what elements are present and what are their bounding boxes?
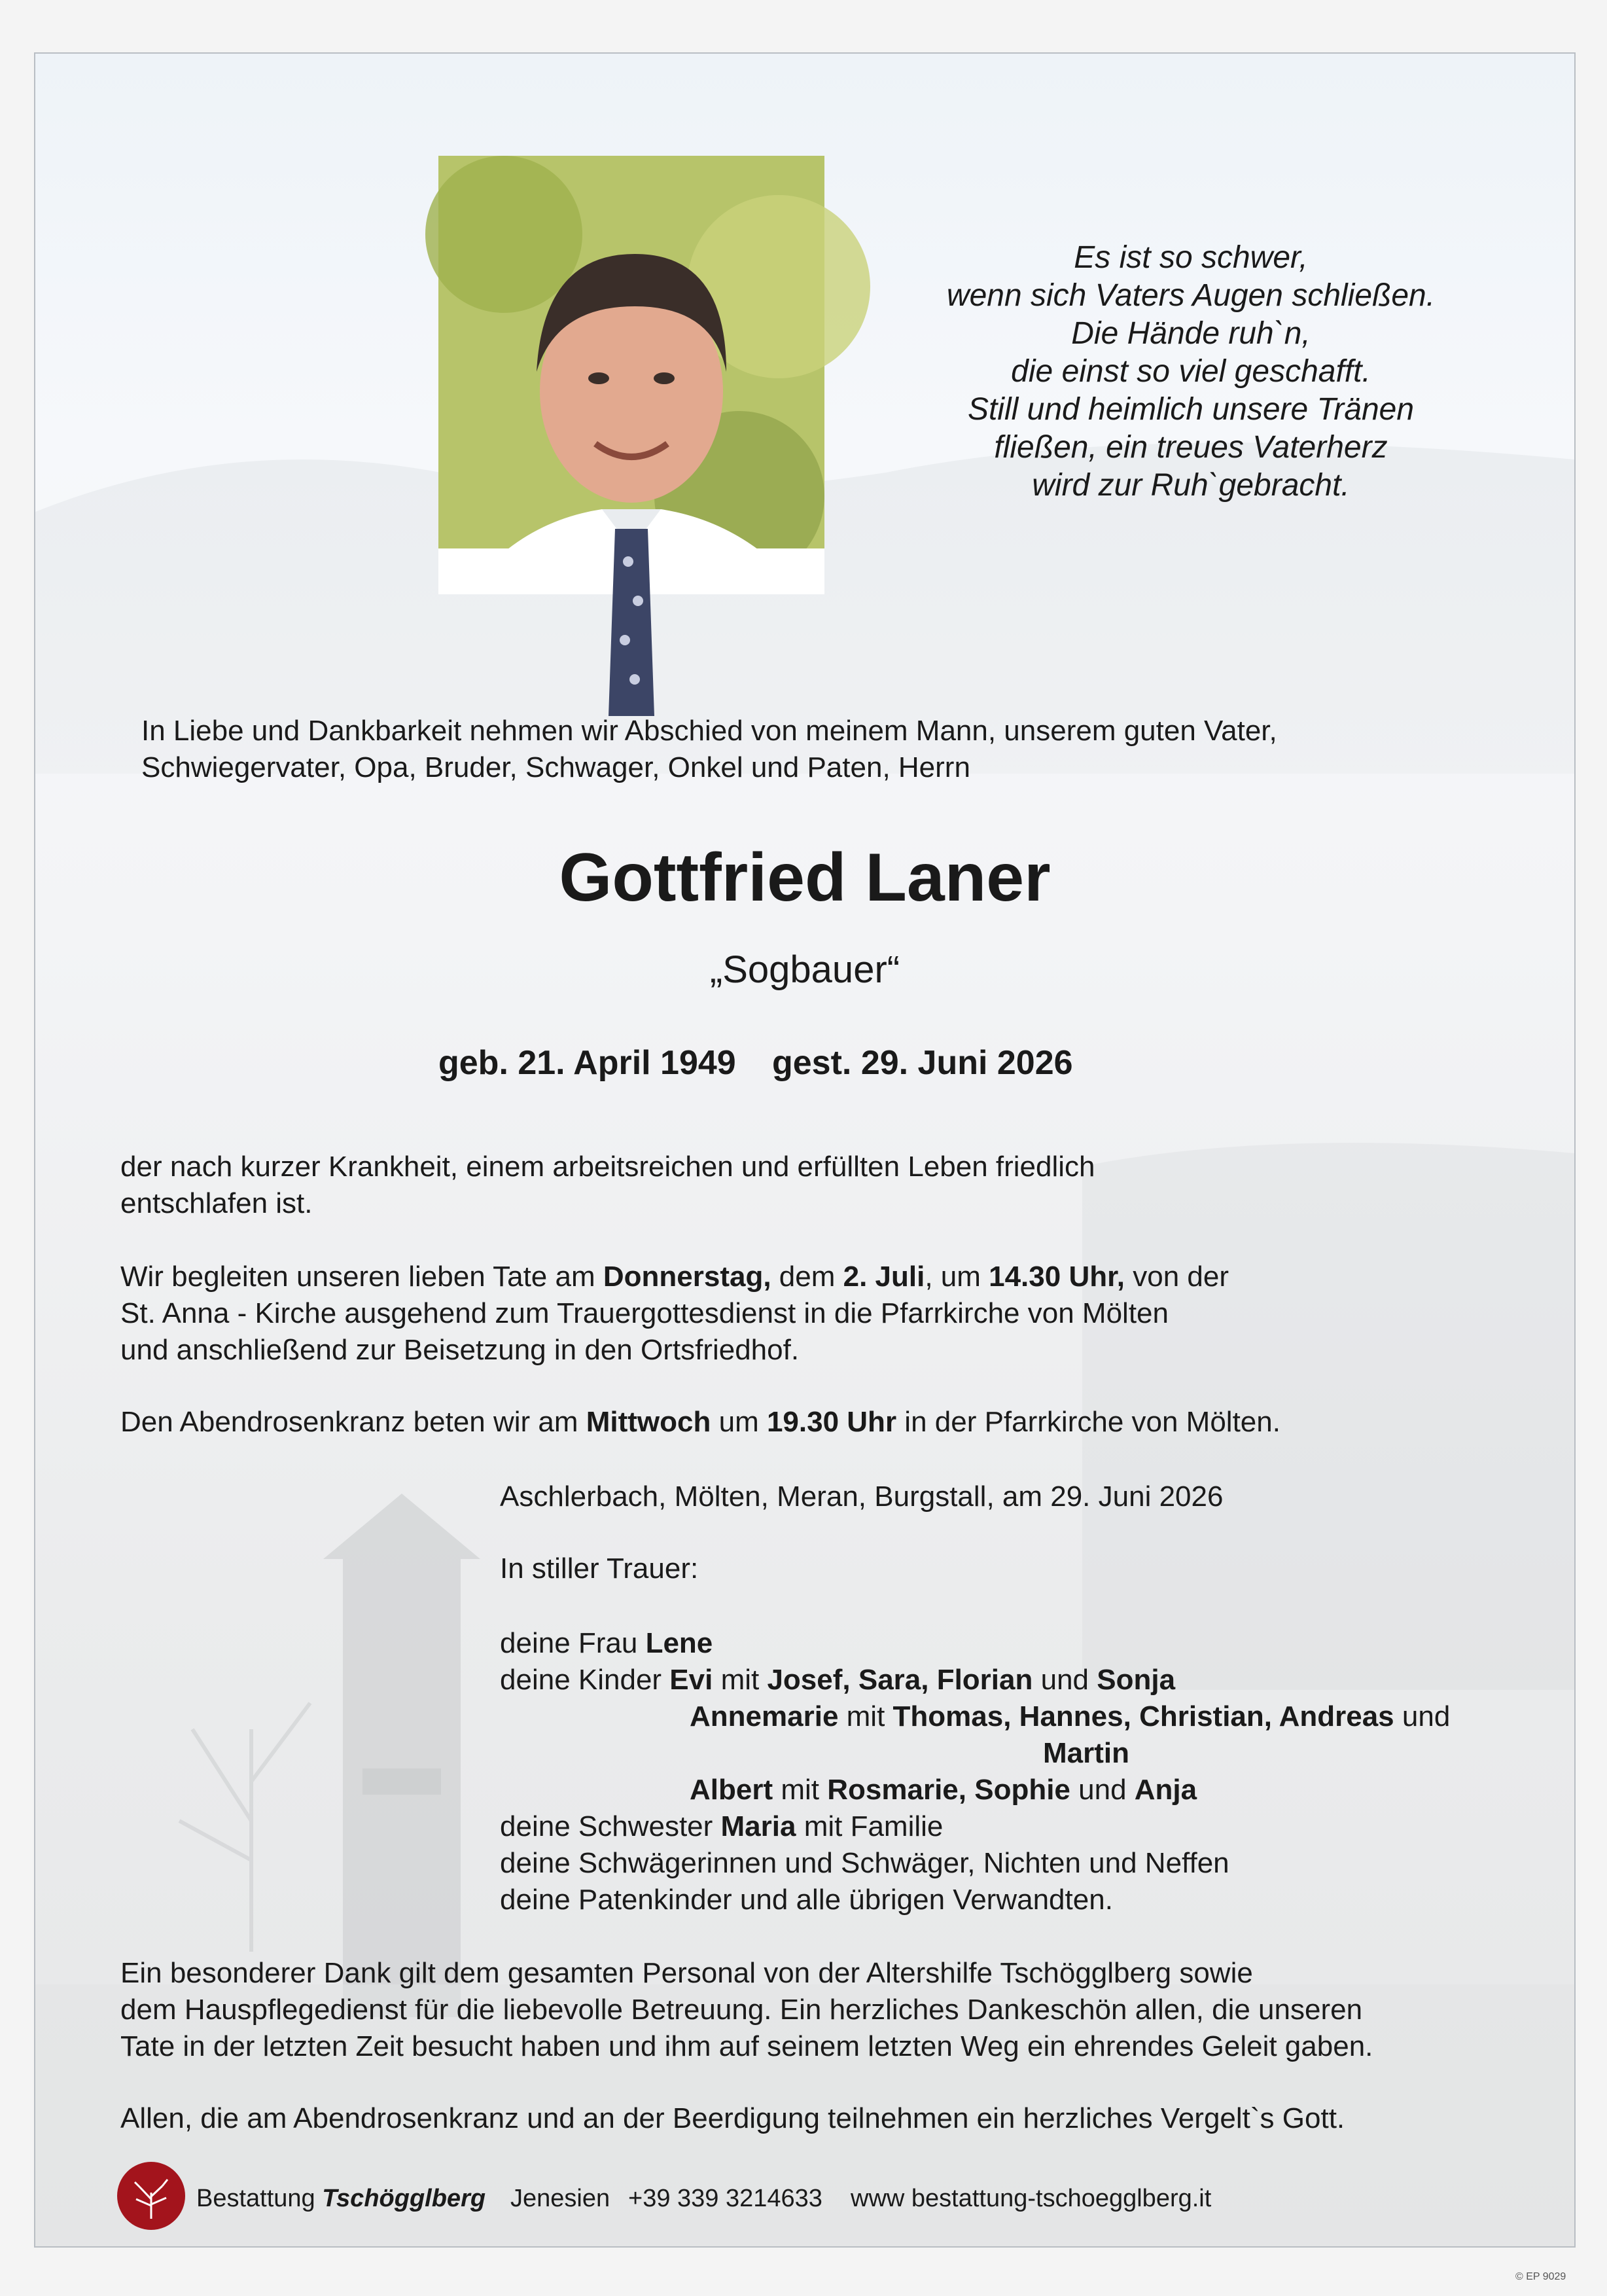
para2-line-1 xyxy=(120,1261,1229,1293)
para1-line-2: entschlafen ist. xyxy=(120,1187,313,1219)
deceased-name: Gottfried Laner xyxy=(559,840,1051,916)
mourner-text: deine Kinder xyxy=(500,1664,670,1696)
mourner-name: Annemarie xyxy=(690,1700,839,1732)
footer-code: © EP 9029 xyxy=(1515,2271,1566,2282)
footer-company xyxy=(196,2185,486,2213)
thanks-line-3: Tate in der letzten Zeit besucht haben und ihm auf seinem letzten Weg ein ehrendes Geleit gaben. xyxy=(120,2030,1373,2062)
para2-text: , um xyxy=(925,1261,989,1293)
mourner-wife xyxy=(500,1627,713,1660)
mourner-text: und xyxy=(1033,1664,1097,1696)
mourner-name: Albert xyxy=(690,1774,773,1806)
mourner-annemarie xyxy=(690,1700,1450,1733)
rosary-text: Den Abendrosenkranz beten wir am xyxy=(120,1406,586,1438)
verse-line-7: wird zur Ruh`gebracht. xyxy=(1032,468,1350,503)
mourner-name: Evi xyxy=(669,1664,713,1696)
mourner-name: Rosmarie, Sophie xyxy=(827,1774,1070,1806)
mourner-albert xyxy=(690,1774,1197,1806)
footer-city: Jenesien xyxy=(510,2185,610,2212)
footer-website: www bestattung-tschoegglberg.it xyxy=(851,2185,1212,2212)
footer-company-name: Tschögglberg xyxy=(322,2185,486,2212)
mourner-kids-evi xyxy=(500,1664,1175,1696)
mourner-inlaws: deine Schwägerinnen und Schwäger, Nichten und Neffen xyxy=(500,1847,1229,1879)
mourner-name: Thomas, Hannes, Christian, Andreas xyxy=(892,1700,1394,1732)
rosary-line xyxy=(120,1406,1280,1439)
funeral-time: 14.30 Uhr, xyxy=(989,1261,1125,1293)
mourner-name: Maria xyxy=(720,1810,796,1842)
para2-line-2: St. Anna - Kirche ausgehend zum Trauergottesdienst in die Pfarrkirche von Mölten xyxy=(120,1297,1169,1329)
mourner-text: deine Frau xyxy=(500,1627,646,1659)
deceased-nickname: „Sogbauer“ xyxy=(709,948,900,991)
mourner-text: deine Schwester xyxy=(500,1810,721,1842)
verse-line-3: Die Hände ruh`n, xyxy=(1071,316,1311,351)
mourner-text: und xyxy=(1070,1774,1135,1806)
portrait-photo xyxy=(438,156,824,716)
mourner-text: und xyxy=(1394,1700,1451,1732)
death-date: gest. 29. Juni 2026 xyxy=(772,1044,1073,1082)
mourner-text: mit xyxy=(838,1700,893,1732)
verse-line-5: Still und heimlich unsere Tränen xyxy=(967,392,1415,427)
mourner-name: Josef, Sara, Florian xyxy=(767,1664,1033,1696)
rosary-day: Mittwoch xyxy=(586,1406,711,1438)
mourner-name: Lene xyxy=(645,1627,713,1659)
para2-line-3: und anschließend zur Beisetzung in den Ortsfriedhof. xyxy=(120,1334,800,1366)
rosary-text: in der Pfarrkirche von Mölten. xyxy=(896,1406,1280,1438)
footer-company-prefix: Bestattung xyxy=(196,2185,323,2212)
funeral-home-logo xyxy=(115,2160,187,2232)
footer-phone: +39 339 3214633 xyxy=(628,2185,822,2212)
funeral-day: Donnerstag, xyxy=(603,1261,771,1293)
intro-line-2: Schwiegervater, Opa, Bruder, Schwager, Onkel und Paten, Herrn xyxy=(141,751,970,783)
mourner-name: Martin xyxy=(1043,1737,1129,1769)
mourner-name: Anja xyxy=(1134,1774,1197,1806)
place-date: Aschlerbach, Mölten, Meran, Burgstall, am 29. Juni 2026 xyxy=(500,1480,1224,1513)
mourner-text: mit Familie xyxy=(796,1810,944,1842)
mourner-godchildren: deine Patenkinder und alle übrigen Verwandten. xyxy=(500,1884,1113,1916)
mourning-heading: In stiller Trauer: xyxy=(500,1552,699,1585)
intro-line-1: In Liebe und Dankbarkeit nehmen wir Abschied von meinem Mann, unserem guten Vater, xyxy=(141,715,1277,747)
final-thanks: Allen, die am Abendrosenkranz und an der Beerdigung teilnehmen ein herzliches Vergelt`s Gott. xyxy=(120,2102,1345,2134)
rosary-time: 19.30 Uhr xyxy=(766,1406,897,1438)
para2-text: Wir begleiten unseren lieben Tate am xyxy=(120,1261,603,1293)
rosary-text: um xyxy=(711,1406,767,1438)
verse-line-4: die einst so viel geschafft. xyxy=(1011,354,1371,389)
mourner-text: mit xyxy=(773,1774,828,1806)
mourner-sister xyxy=(500,1810,943,1843)
funeral-date: 2. Juli xyxy=(843,1261,925,1293)
mourner-text: mit xyxy=(713,1664,768,1696)
mourner-name: Sonja xyxy=(1097,1664,1176,1696)
verse-line-1: Es ist so schwer, xyxy=(1074,240,1308,275)
verse-line-2: wenn sich Vaters Augen schließen. xyxy=(946,278,1436,313)
birth-date: geb. 21. April 1949 xyxy=(438,1044,736,1082)
thanks-line-1: Ein besonderer Dank gilt dem gesamten Personal von der Altershilfe Tschögglberg sowie xyxy=(120,1957,1253,1989)
mourner-martin xyxy=(1043,1737,1129,1770)
obituary-sheet xyxy=(34,52,1576,2248)
thanks-line-2: dem Hauspflegedienst für die liebevolle Betreuung. Ein herzliches Dankeschön allen, die unseren xyxy=(120,1994,1363,2026)
para2-text: dem xyxy=(771,1261,843,1293)
para2-text: von der xyxy=(1125,1261,1229,1293)
para1-line-1: der nach kurzer Krankheit, einem arbeitsreichen und erfüllten Leben friedlich xyxy=(120,1151,1095,1183)
verse-line-6: fließen, ein treues Vaterherz xyxy=(994,430,1388,465)
